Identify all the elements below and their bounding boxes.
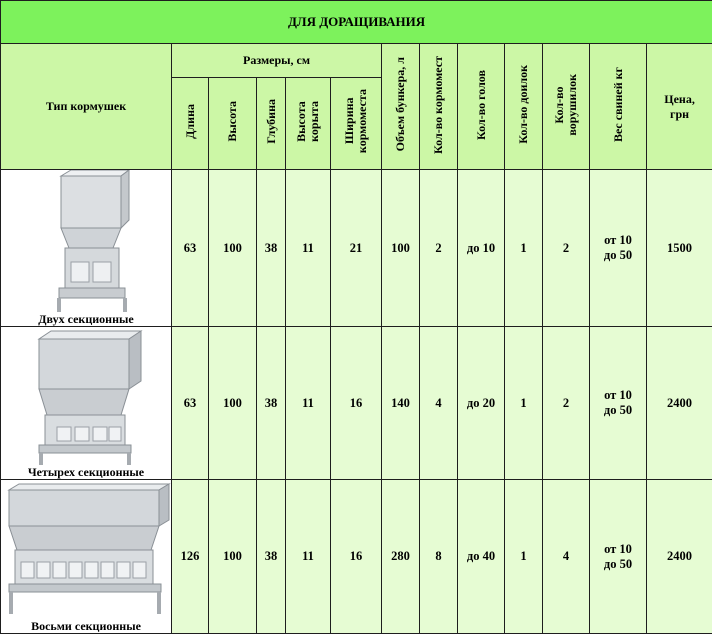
cell-price: 2400 <box>647 327 712 480</box>
cell-drinkers: 1 <box>505 170 543 327</box>
header-depth: Глубина <box>257 78 286 170</box>
cell-place-width: 21 <box>331 170 382 327</box>
cell-feed-places: 8 <box>420 480 458 634</box>
feeder-name: Восьми секционные <box>1 619 171 633</box>
table-row <box>1 327 712 480</box>
cell-heads: до 10 <box>458 170 505 327</box>
cell-depth: 38 <box>257 480 286 634</box>
cell-hopper-volume: 100 <box>382 170 420 327</box>
cell-height: 100 <box>209 480 257 634</box>
header-feed-places: Кол-во кормомест <box>420 44 458 170</box>
title-row <box>1 1 712 44</box>
header-row-1 <box>1 44 712 78</box>
feeder-image-cell <box>1 480 172 634</box>
cell-place-width: 16 <box>331 480 382 634</box>
cell-length: 63 <box>172 327 209 480</box>
cell-heads: до 20 <box>458 327 505 480</box>
header-height: Высота <box>209 78 257 170</box>
cell-agitators: 4 <box>543 480 590 634</box>
two-section-feeder-icon <box>1 170 171 327</box>
header-agitators: Кол-во ворушилок <box>543 44 590 170</box>
cell-pig-weight: от 10 до 50 <box>590 170 647 327</box>
cell-hopper-volume: 280 <box>382 480 420 634</box>
cell-depth: 38 <box>257 170 286 327</box>
table-row <box>1 170 712 327</box>
cell-trough-height: 11 <box>286 170 331 327</box>
feeder-name: Двух секционные <box>1 312 171 326</box>
header-price: Цена, грн <box>647 44 712 170</box>
cell-drinkers: 1 <box>505 480 543 634</box>
cell-pig-weight: от 10 до 50 <box>590 480 647 634</box>
cell-hopper-volume: 140 <box>382 327 420 480</box>
cell-depth: 38 <box>257 327 286 480</box>
cell-price: 1500 <box>647 170 712 327</box>
table-title: ДЛЯ ДОРАЩИВАНИЯ <box>1 1 712 44</box>
four-section-feeder-icon <box>1 327 171 480</box>
feeder-image-cell <box>1 327 172 480</box>
table-row <box>1 480 712 634</box>
cell-feed-places: 4 <box>420 327 458 480</box>
cell-length: 63 <box>172 170 209 327</box>
cell-agitators: 2 <box>543 327 590 480</box>
header-drinkers: Кол-во доилок <box>505 44 543 170</box>
cell-drinkers: 1 <box>505 327 543 480</box>
header-trough-height: Высота корыта <box>286 78 331 170</box>
cell-place-width: 16 <box>331 327 382 480</box>
header-pig-weight: Вес свиней кг <box>590 44 647 170</box>
header-heads: Кол-во голов <box>458 44 505 170</box>
cell-trough-height: 11 <box>286 480 331 634</box>
cell-feed-places: 2 <box>420 170 458 327</box>
header-hopper-volume: Объем бункера, л <box>382 44 420 170</box>
cell-pig-weight: от 10 до 50 <box>590 327 647 480</box>
header-place-width: Ширина кормоместа <box>331 78 382 170</box>
cell-height: 100 <box>209 170 257 327</box>
header-sizes-group: Размеры, см <box>172 44 382 78</box>
cell-height: 100 <box>209 327 257 480</box>
feeder-name: Четырех секционные <box>1 465 171 479</box>
cell-agitators: 2 <box>543 170 590 327</box>
cell-trough-height: 11 <box>286 327 331 480</box>
header-length: Длина <box>172 78 209 170</box>
header-feeder-type: Тип кормушек <box>1 44 172 170</box>
cell-length: 126 <box>172 480 209 634</box>
eight-section-feeder-icon <box>1 480 171 634</box>
feeder-image-cell <box>1 170 172 327</box>
cell-heads: до 40 <box>458 480 505 634</box>
cell-price: 2400 <box>647 480 712 634</box>
